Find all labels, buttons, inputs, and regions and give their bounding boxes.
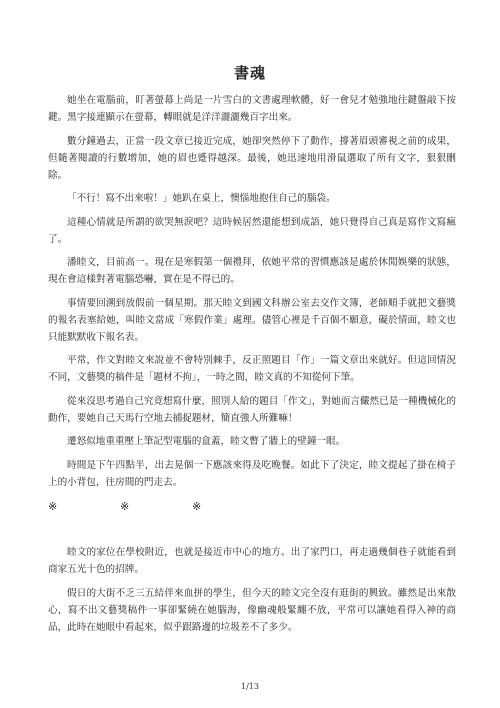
paragraph: 「不行！寫不出來啦！」她趴在桌上，懊惱地抱住自己的腦袋。 <box>67 193 336 204</box>
paragraph: 事情要回溯到放假前一個星期。那天睦文到國文科辦公室去交作文簿，老師順手就把文藝獎的報名表塞給她，叫睦文當成「寒假作業」處理。儘管心裡是千百個不願意，礙於情面，睦文也只能默默收下報名表。 <box>48 297 456 343</box>
document-body <box>48 92 456 497</box>
paragraph: 她坐在電腦前，盯著螢幕上尚是一片雪白的文書處理軟體，好一會兒才勉強地往鍵盤敲下按鍵。黑字接連顯示在螢幕，轉眼就是洋洋灑灑幾百字出來。 <box>48 95 456 123</box>
document-body-section-2 <box>48 544 456 642</box>
divider-mark: ※ <box>48 500 58 513</box>
page-number: 1/13 <box>241 682 259 691</box>
paragraph: 平常，作文對睦文來說並不會特別棘手，反正照題目「作」一篇文章出來就好。但這回情況不同，文藝獎的稿件是「題材不拘」，一時之間，睦文真的不知從何下筆。 <box>48 355 456 383</box>
paragraph: 睦文的家位在學校附近，也就是接近市中心的地方。出了家門口，再走過幾個巷子就能看到商家五光十色的招牌。 <box>48 547 456 575</box>
paragraph: 潘睦文，目前高一。現在是寒假第一個禮拜，依她平常的習慣應該是處於休閒娛樂的狀態，現在會這樣對著電腦恐嚇，實在是不得已的。 <box>48 257 456 285</box>
paragraph: 數分鐘過去，正當一段文章已接近完成，她卻突然停下了動作，撐著眉頭審視之前的成果，但隨著閱讀的行數增加，她的眉也蹙得越深。最後，她迅速地用滑鼠選取了所有文字，狠狠刪除。 <box>48 135 456 181</box>
paragraph: 遷怒似地重重壓上筆記型電腦的盒蓋，睦文瞥了牆上的壁鐘一眼。 <box>67 436 346 447</box>
paragraph: 從來沒思考過自己究竟想寫什麼，照別人給的題目「作文」，對她而言儼然已是一種機械化的動作，要她自己天馬行空地去捕捉題材，簡直強人所難嘛！ <box>48 395 456 424</box>
divider-mark: ※ <box>192 500 202 513</box>
document-title: 書魂 <box>233 64 266 82</box>
paragraph: 假日的大街不乏三五結伴來血拼的學生，但今天的睦文完全沒有逛街的興致。雖然是出來散心，寫不出文藝獎稿件一事卻緊繞在她腦海，像幽魂般緊纏不放，平常可以讓她看得入神的商品，此時在她眼中看起來，似乎跟路邊的垃圾差不了多少。 <box>48 587 456 633</box>
paragraph: 時間是下午四點半，出去晃個一下應該來得及吃晚餐。如此下了決定，睦文提起了掛在椅子上的小背包，往房間的門走去。 <box>48 459 456 488</box>
paragraph: 這種心情就是所謂的欲哭無淚吧？這時候居然還能想到成語，她只覺得自己真是寫作文寫瘋了。 <box>48 216 456 245</box>
divider-mark: ※ <box>120 500 130 513</box>
section-divider <box>48 500 456 516</box>
